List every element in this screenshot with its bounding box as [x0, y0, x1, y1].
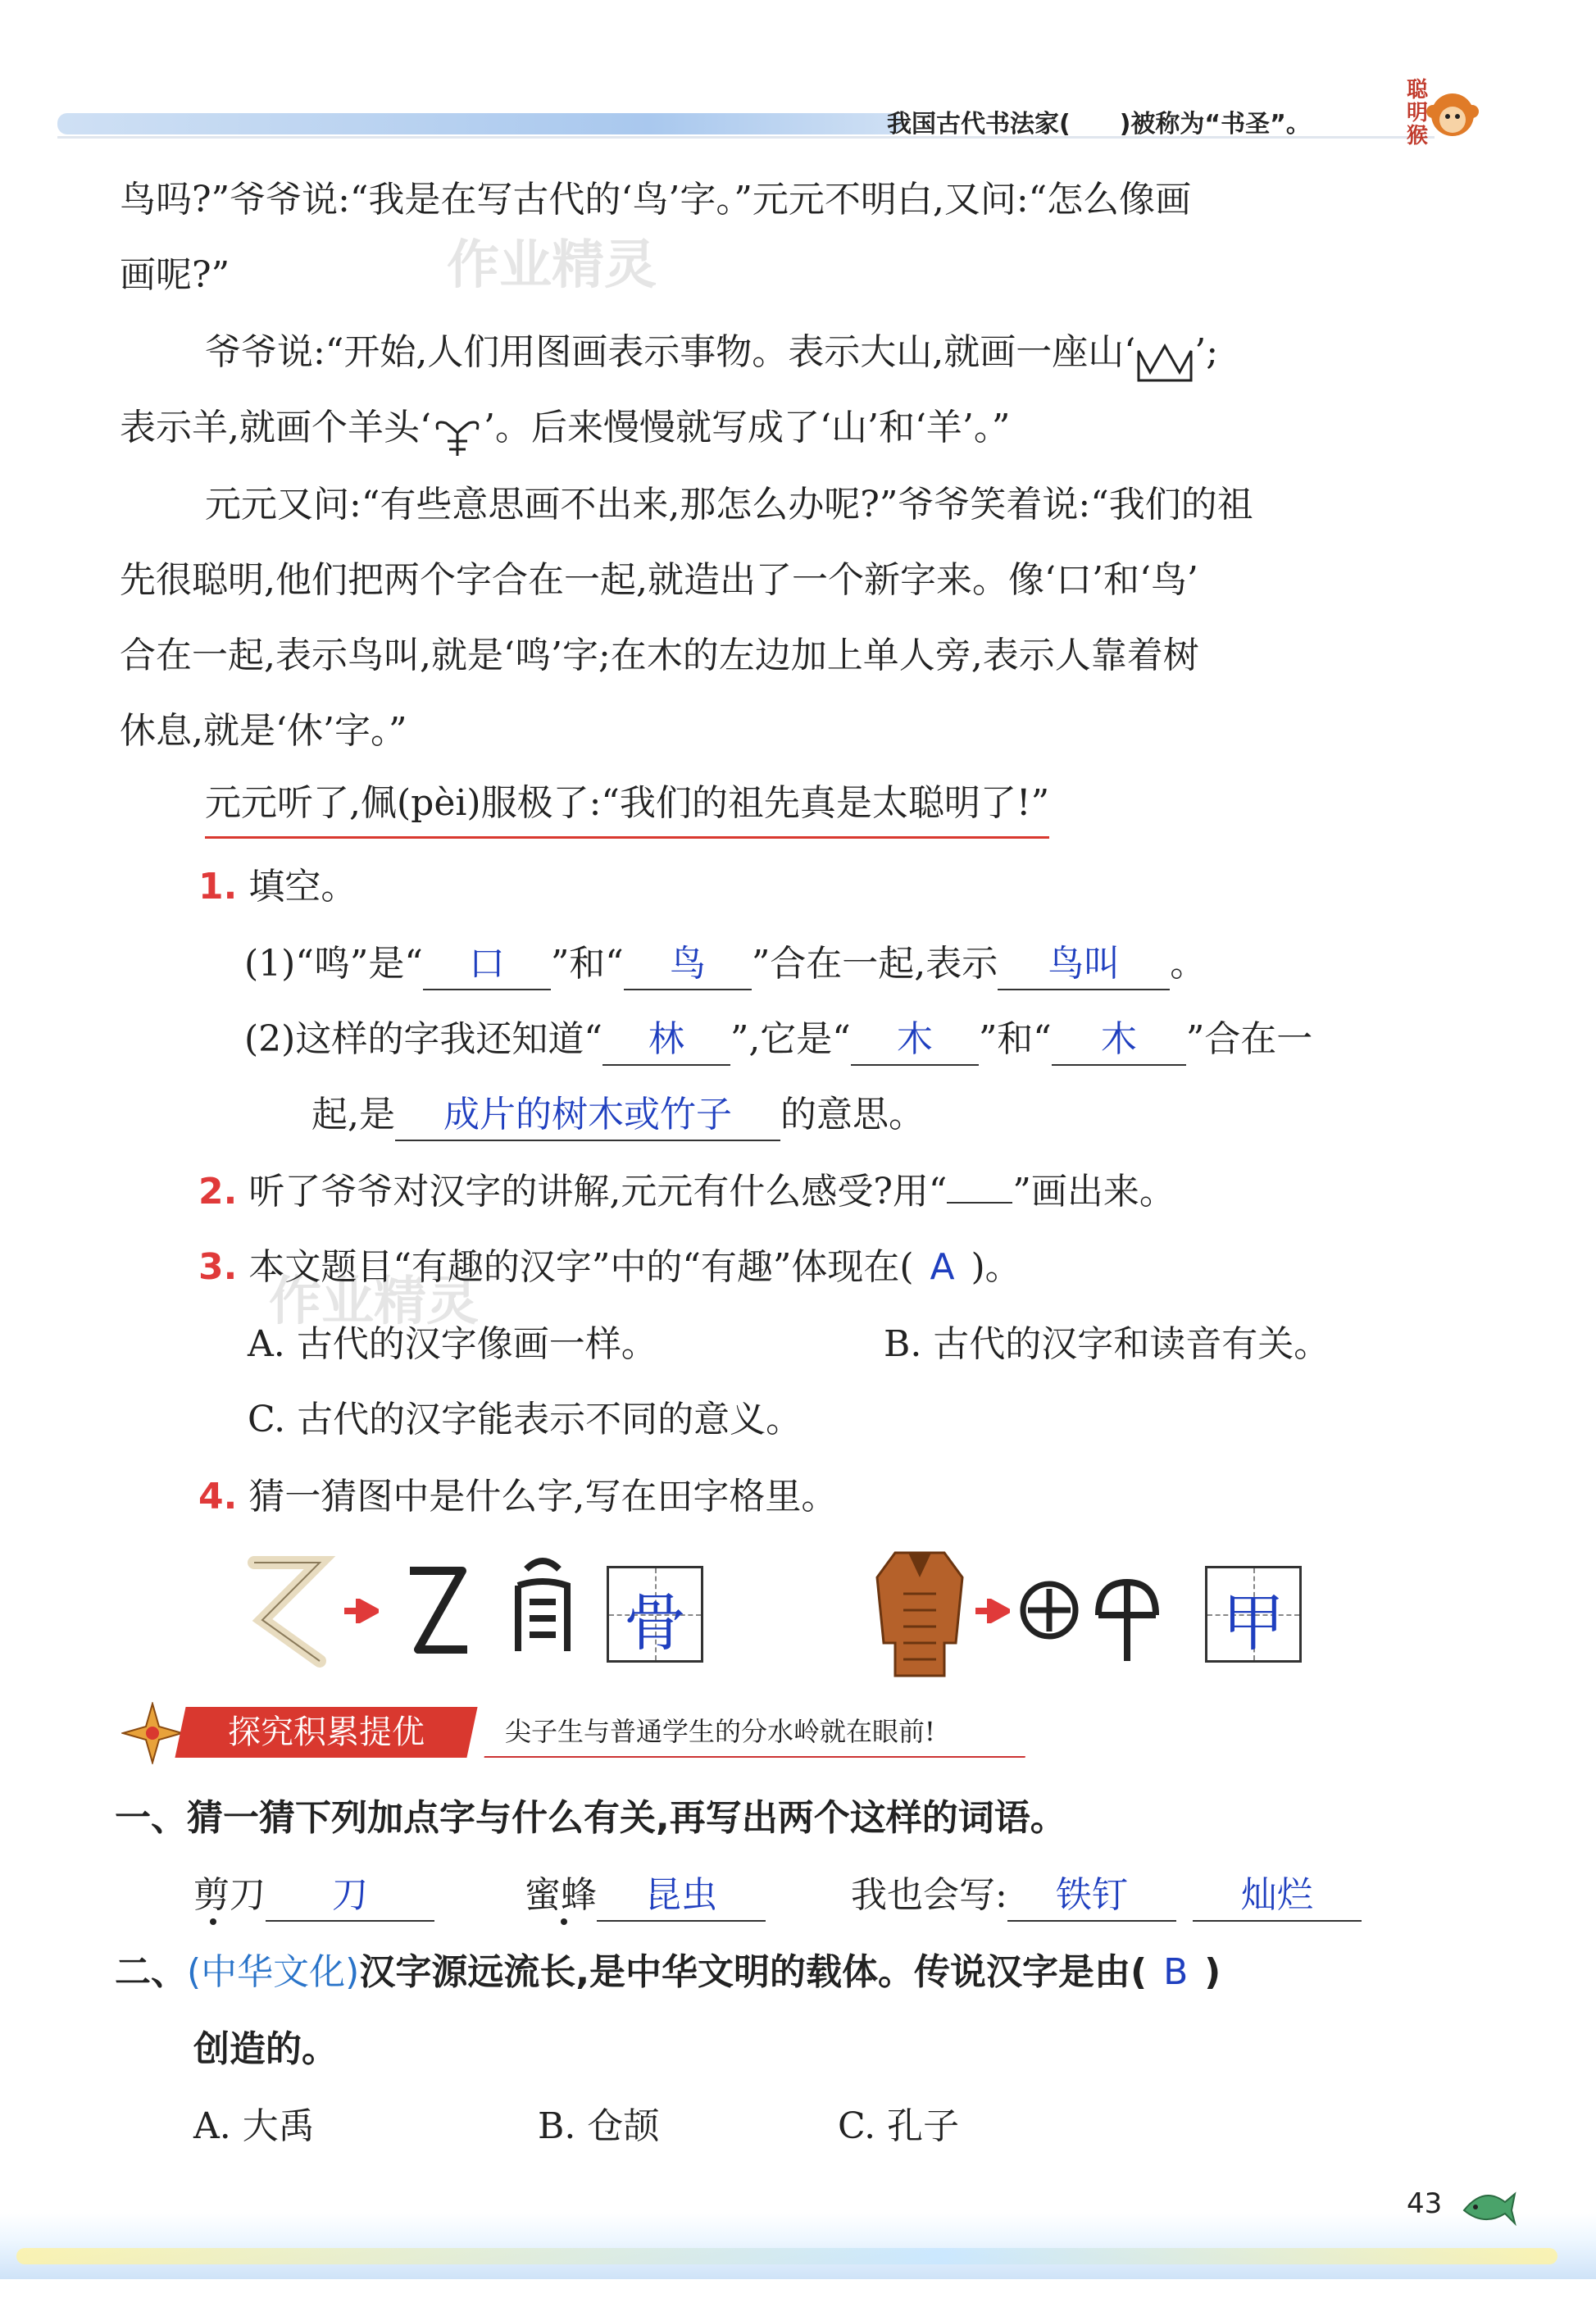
compass-icon [121, 1702, 184, 1764]
question-4 [198, 1459, 837, 1535]
part-label: 一、 [115, 1797, 187, 1839]
section-banner [175, 1707, 477, 1758]
armor-ancient-glyph-icon [1016, 1577, 1082, 1643]
q1-text: ”合在一 [1185, 1018, 1313, 1060]
question-2 [198, 1154, 1175, 1230]
question-text: 猜一猜图中是什么字,写在田字格里。 [248, 1476, 838, 1518]
answer-choice[interactable]: B [1163, 1951, 1189, 1993]
emphasis-dot [561, 1918, 567, 1925]
q1-text: ”合在一起,表示 [751, 943, 998, 985]
question-text: )。 [971, 1246, 1021, 1288]
passage-line: 鸟吗?”爷爷说:“我是在写古代的‘鸟’字。”元元不明白,又问:“怎么像画 [120, 179, 1192, 221]
emphasis-dot [210, 1918, 216, 1925]
part-text: 我也会写: [851, 1874, 1007, 1916]
grid-answer: 甲 [1222, 1586, 1285, 1659]
answer-blank[interactable]: 昆虫 [597, 1873, 766, 1922]
footer-stripe [16, 2248, 1557, 2264]
q1-line-3 [311, 1077, 925, 1153]
culture-tag: (中华文化) [187, 1951, 360, 1993]
answer-choice[interactable]: A [930, 1246, 955, 1288]
answer-blank[interactable]: 刀 [266, 1873, 434, 1922]
question-number: 1. [198, 866, 238, 908]
armor-picture [871, 1545, 969, 1684]
section-title: 探究积累提优 [228, 1713, 425, 1751]
armor-icon [871, 1545, 969, 1684]
part-text: 汉字源远流长,是中华文明的载体。传说汉字是由( [359, 1951, 1148, 1993]
question-text: ”画出来。 [1012, 1171, 1175, 1213]
q1-text: ”,它是“ [730, 1018, 851, 1060]
answer-blank[interactable]: 木 [1052, 1017, 1186, 1066]
part-two-cont: 创造的。 [193, 2028, 338, 2070]
arrow-icon [343, 1599, 379, 1623]
question-text: 听了爷爷对汉字的讲解,元元有什么感受?用“ [248, 1171, 948, 1213]
header-text: 我国古代书法家( )被称为“书圣”。 [887, 110, 1311, 139]
passage-line: 画呢?” [120, 254, 230, 296]
question-text: 本文题目“有趣的汉字”中的“有趣”体现在( [248, 1246, 914, 1288]
fish-icon [1459, 2177, 1516, 2227]
passage-line [205, 315, 1218, 390]
q1-text: ”和“ [978, 1018, 1052, 1060]
option-b[interactable]: B. 古代的汉字和读音有关。 [884, 1323, 1330, 1365]
option-b[interactable]: B. 仓颉 [538, 2105, 660, 2147]
part-label: 二、 [115, 1951, 187, 1993]
footer-band [0, 2214, 1596, 2279]
part-text: 猜一猜下列加点字与什么有关,再写出两个这样的词语。 [187, 1797, 1066, 1839]
q1-line-1 [244, 926, 1206, 1002]
watermark-2: 作业精灵 [269, 1272, 479, 1332]
passage-line: 先很聪明,他们把两个字合在一起,就造出了一个新字来。像‘口’和‘鸟’ [120, 559, 1198, 601]
bone-picture [238, 1546, 336, 1677]
answer-blank[interactable]: 木 [851, 1017, 979, 1066]
question-number: 3. [198, 1246, 238, 1288]
answer-blank[interactable]: 灿烂 [1193, 1873, 1362, 1922]
underline-sample [947, 1154, 1012, 1204]
part-one [115, 1781, 1066, 1856]
dotted-word: 剪刀 [193, 1874, 266, 1916]
answer-blank[interactable]: 铁钉 [1007, 1873, 1176, 1922]
question-number: 2. [198, 1171, 238, 1213]
q1-text: ”和“ [550, 943, 624, 985]
q1-text: 的意思。 [780, 1094, 925, 1135]
passage-line: 元元又问:“有些意思画不出来,那怎么办呢?”爷爷笑着说:“我们的祖 [205, 484, 1253, 526]
q1-text: (2)这样的字我还知道“ [244, 1018, 602, 1060]
dotted-word: 蜜蜂 [525, 1874, 597, 1916]
question-1 [198, 849, 357, 925]
passage-text: 表示羊,就画个羊头‘ [120, 407, 431, 448]
watermark: 作业精灵 [447, 235, 657, 296]
passage-text: 爷爷说:“开始,人们用图画表示事物。表示大山,就画一座山‘ [205, 331, 1136, 373]
passage-text: ’。后来慢慢就写成了‘山’和‘羊’。” [483, 407, 1011, 448]
part-two [115, 1935, 1221, 2010]
answer-blank[interactable]: 成片的树木或竹子 [395, 1092, 780, 1141]
question-3 [198, 1230, 1021, 1305]
question-number: 4. [198, 1476, 238, 1518]
mountain-glyph-icon [1135, 334, 1194, 375]
sheep-glyph-icon [431, 410, 484, 451]
passage-line [120, 390, 1010, 466]
tian-zi-grid[interactable] [607, 1566, 703, 1663]
q1-line-2 [244, 1002, 1312, 1077]
grid-answer: 骨 [624, 1586, 686, 1659]
part-one-answers [193, 1858, 1362, 1933]
answer-blank[interactable]: 鸟叫 [998, 941, 1170, 990]
passage-text: ’; [1194, 331, 1219, 373]
armor-seal-glyph-icon [1090, 1566, 1164, 1664]
option-c[interactable]: C. 孔子 [838, 2105, 960, 2147]
answer-blank[interactable]: 鸟 [624, 941, 752, 990]
option-a[interactable]: A. 大禹 [193, 2105, 315, 2147]
q1-text: (1)“鸣”是“ [244, 943, 423, 985]
answer-blank[interactable]: 口 [423, 941, 551, 990]
logo-text: 聪明猴 [1407, 78, 1429, 148]
answer-blank[interactable]: 林 [602, 1017, 730, 1066]
underlined-sentence: 元元听了,佩(pèi)服极了:“我们的祖先真是太聪明了!” [205, 771, 1049, 839]
header-band [57, 113, 902, 134]
option-a[interactable]: A. 古代的汉字像画一样。 [248, 1323, 657, 1365]
option-c[interactable]: C. 古代的汉字能表示不同的意义。 [248, 1399, 803, 1440]
tian-zi-grid[interactable] [1205, 1566, 1302, 1663]
passage-line: 休息,就是‘休’字。” [120, 710, 407, 752]
arrow-icon [974, 1599, 1010, 1623]
bone-ancient-glyph-icon [402, 1559, 475, 1666]
part-text: ) [1204, 1951, 1221, 1993]
page-number: 43 [1407, 2187, 1443, 2220]
bone-seal-glyph-icon [502, 1553, 584, 1668]
passage-line: 合在一起,表示鸟叫,就是‘鸣’字;在木的左边加上单人旁,表示人靠着树 [120, 635, 1199, 676]
section-subtitle: 尖子生与普通学生的分水岭就在眼前! [505, 1716, 935, 1747]
bone-icon [238, 1546, 336, 1677]
q1-text: 起,是 [311, 1094, 395, 1135]
question-title: 填空。 [248, 866, 357, 908]
q1-text: 。 [1170, 943, 1207, 985]
